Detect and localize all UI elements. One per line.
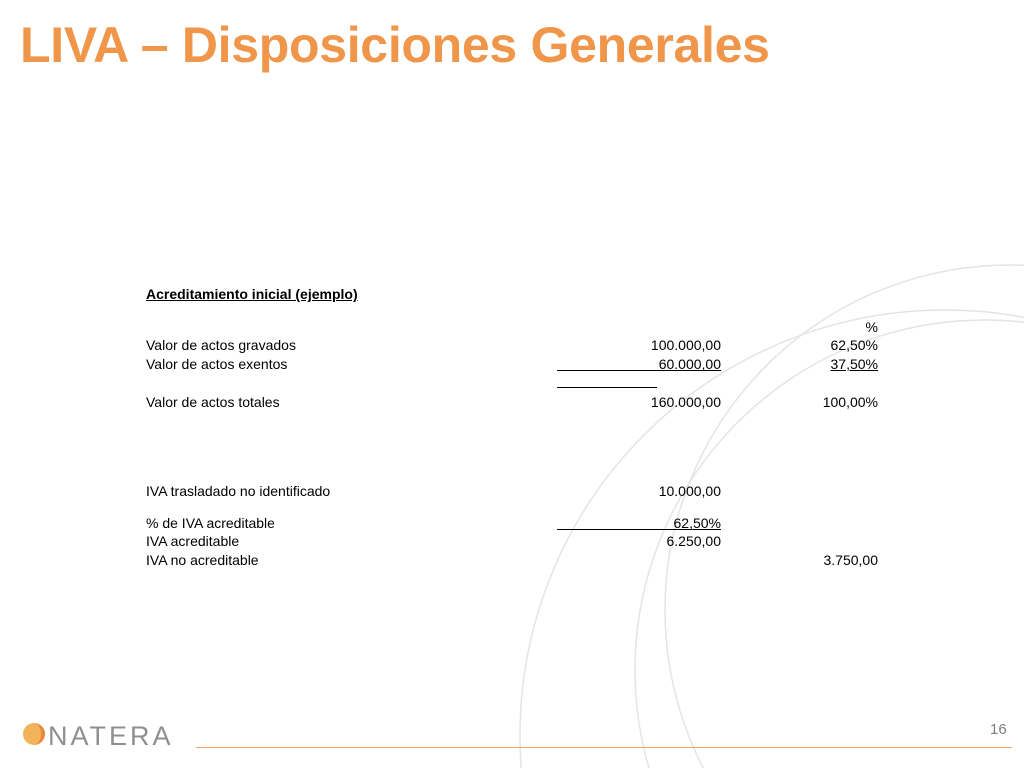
row-pct-acreditable-label: % de IVA acreditable	[146, 515, 275, 531]
row-gravados-label: Valor de actos gravados	[146, 337, 296, 353]
row-gravados-percent: 62,50%	[830, 337, 878, 353]
percent-column-header: %	[865, 319, 878, 335]
arc-1	[520, 310, 1024, 768]
row-totales-amount: 160.000,00	[650, 394, 721, 410]
row-pct-acreditable-amount: 62,50%	[673, 515, 721, 531]
row-exentos-percent: 37,50%	[830, 356, 878, 372]
page-title: LIVA – Disposiciones Generales	[20, 17, 770, 73]
row-totales-percent: 100,00%	[822, 394, 878, 410]
row-iva-acreditable-amount: 6.250,00	[666, 533, 721, 549]
total-separator-line	[557, 387, 657, 388]
row-gravados-amount: 100.000,00	[650, 337, 721, 353]
row-iva-trasladado-label: IVA trasladado no identificado	[146, 483, 331, 499]
row-iva-no-acreditable-label: IVA no acreditable	[146, 552, 259, 568]
row-iva-acreditable-label: IVA acreditable	[146, 533, 240, 549]
natera-logo-text: NATERA	[48, 721, 174, 751]
table-heading: Acreditamiento inicial (ejemplo)	[146, 286, 358, 302]
row-iva-trasladado-amount: 10.000,00	[658, 483, 721, 499]
row-exentos-label: Valor de actos exentos	[146, 356, 288, 372]
row-totales-label: Valor de actos totales	[146, 394, 280, 410]
footer-divider	[196, 747, 1012, 748]
row-exentos-amount: 60.000,00	[658, 356, 721, 372]
page-number: 16	[990, 721, 1007, 738]
row-iva-no-acreditable-amount: 3.750,00	[823, 552, 878, 568]
